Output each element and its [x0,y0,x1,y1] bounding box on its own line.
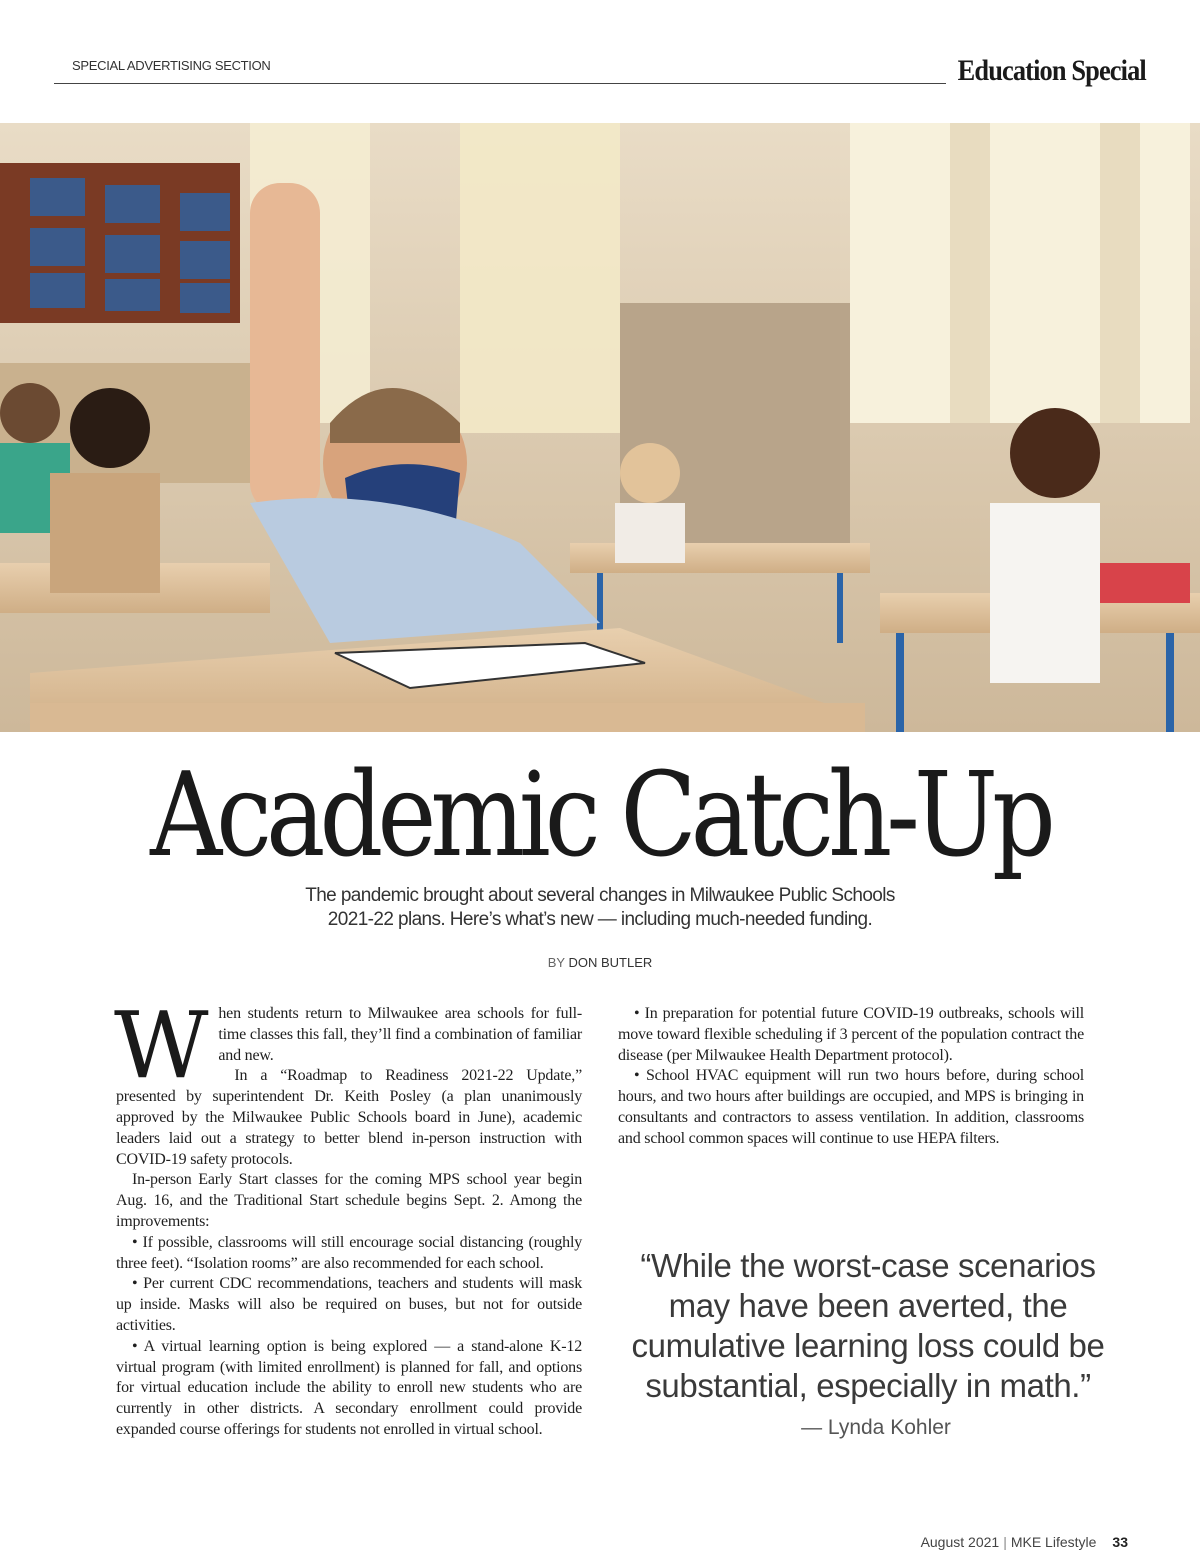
pull-quote: “While the worst-case scenarios may have been averted, the cumulative learning loss could be substantial, especially in math.” [631,1247,1105,1404]
article-title: Academic Catch-Up [150,748,1050,883]
header-rule [54,83,946,84]
body-paragraph: • Per current CDC recommendations, teachers and students will mask up inside. Masks will also be required on buses, but not for outside activities. [116,1275,582,1334]
publication-name: MKE Lifestyle [1010,1534,1097,1550]
drop-cap: W [114,992,209,1099]
byline [0,955,1200,970]
article-deck [240,884,960,932]
body-paragraph: • If possible, classrooms will still encourage social distancing (roughly three feet). “Isolation rooms” are also recommended for each school. [116,1233,582,1272]
body-paragraph: • School HVAC equipment will run two hours before, during school hours, and two hours after buildings are occupied, and MPS is bringing in consultants and contractors to assess ventilation. In addition, classrooms and school common spaces will continue to use HEPA filters. [618,1067,1084,1147]
section-title: Education Special [957,54,1146,87]
page-number: 33 [1112,1534,1128,1550]
body-paragraph: • A virtual learning option is being explored — a stand-alone K-12 virtual program (with limited enrollment) is planned for fall, and options for virtual education include the ability to enroll new students who are currently in other districts. A secondary enrollment could provide expanded course offerings for students not enrolled in virtual school. [116,1337,582,1438]
body-paragraph: In-person Early Start classes for the coming MPS school year begin Aug. 16, and the Traditional Start schedule begins Sept. 2. Among the improvements: [116,1171,582,1230]
deck-line: The pandemic brought about several changes in Milwaukee Public Schools [305,885,895,906]
deck-line: 2021-22 plans. Here’s what’s new — including much-needed funding. [327,909,873,930]
body-paragraph: In a “Roadmap to Readiness 2021-22 Update,” presented by superintendent Dr. Keith Posley (a plan unanimously approved by the Milwaukee Public Schools board in June), academic leaders laid out a strategy to better blend in-person instruction with COVID-19 safety protocols. [116,1067,582,1168]
body-paragraph [114,992,582,1099]
article-column-left [114,992,582,1441]
pull-quote-attribution: — Lynda Kohler [801,1416,951,1439]
body-paragraph: • In preparation for potential future COVID-19 outbreaks, schools will move toward flexible scheduling if 3 percent of the population contract the disease (per Milwaukee Health Department protocol). [618,1005,1084,1064]
section-label: SPECIAL ADVERTISING SECTION [72,58,271,73]
article-column-right [618,1004,1084,1150]
body-text: hen students return to Milwaukee area schools for full-time classes this fall, they’ll find a combination of familiar and new. [218,1005,582,1064]
issue-date: August 2021 [920,1534,1000,1550]
hero-photo [0,123,1200,732]
footer-separator: | [1003,1534,1007,1550]
byline-author: DON BUTLER [568,955,653,970]
byline-prefix: BY [547,955,565,970]
page-footer [921,1534,1128,1550]
